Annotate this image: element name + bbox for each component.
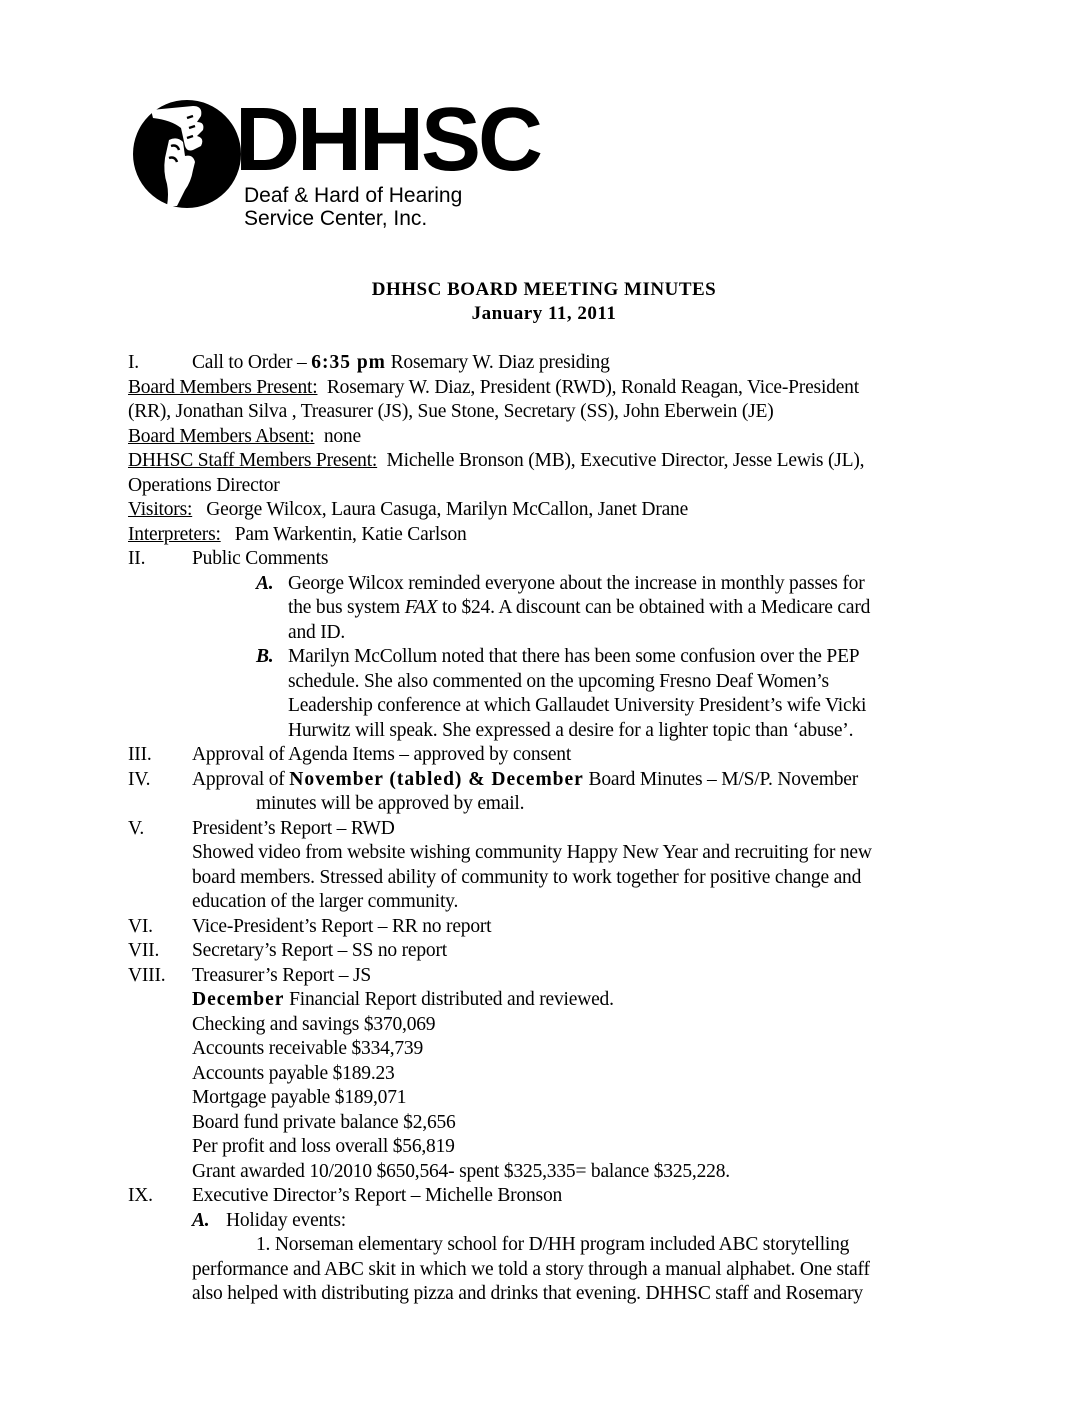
treasurer-report-heading: Treasurer’s Report – JS bbox=[192, 965, 372, 986]
holiday-item1-line2: performance and ABC skit in which we told a story through a manual alphabet. One staff bbox=[192, 1259, 870, 1280]
logo-subtitle-line1: Deaf & Hard of Hearing bbox=[244, 184, 463, 207]
minutes-post: Board Minutes – M/S/P. November bbox=[583, 769, 859, 790]
comment-b-line1: Marilyn McCollum noted that there has been some confusion over the PEP bbox=[288, 646, 860, 667]
hands-emblem-icon bbox=[131, 98, 243, 210]
minutes-pre: Approval of bbox=[192, 769, 290, 790]
staff-present-line2: Operations Director bbox=[128, 475, 280, 496]
section-number: VI. bbox=[128, 916, 153, 937]
section-call-to-order bbox=[128, 351, 139, 375]
president-report-heading: President’s Report – RWD bbox=[192, 818, 395, 839]
interpreters bbox=[128, 523, 467, 547]
comment-a-line2-pre: the bus system bbox=[288, 597, 405, 618]
board-absent-value: none bbox=[323, 426, 361, 447]
document-title: DHHSC BOARD MEETING MINUTES bbox=[371, 279, 717, 300]
visitors-label: Visitors: bbox=[128, 499, 193, 520]
minutes-months: November (tabled) & December bbox=[289, 769, 584, 790]
call-to-order-time: 6:35 pm bbox=[311, 352, 386, 373]
financial-item: Board fund private balance $2,656 bbox=[192, 1112, 456, 1133]
section-number: II. bbox=[128, 548, 146, 569]
section-number: IX. bbox=[128, 1185, 153, 1206]
interpreters-label: Interpreters: bbox=[128, 524, 221, 545]
treasurer-summary-text: Financial Report distributed and reviewed. bbox=[284, 989, 614, 1010]
board-present-label: Board Members Present: bbox=[128, 377, 318, 398]
section-number: VII. bbox=[128, 940, 160, 961]
section-number: III. bbox=[128, 744, 152, 765]
secretary-report: Secretary’s Report – SS no report bbox=[192, 940, 447, 961]
dhhsc-logo bbox=[131, 90, 561, 230]
vice-president-report: Vice-President’s Report – RR no report bbox=[192, 916, 492, 937]
comment-b-line2: schedule. She also commented on the upcoming Fresno Deaf Women’s bbox=[288, 671, 829, 692]
financial-item: Mortgage payable $189,071 bbox=[192, 1087, 407, 1108]
financial-item: Accounts receivable $334,739 bbox=[192, 1038, 424, 1059]
holiday-item1-line1: 1. Norseman elementary school for D/HH program included ABC storytelling bbox=[256, 1234, 850, 1255]
comment-b-line3: Leadership conference at which Gallaudet University President’s wife Vicki bbox=[288, 695, 867, 716]
interpreters-value: Pam Warkentin, Katie Carlson bbox=[234, 524, 467, 545]
call-to-order-text bbox=[192, 351, 610, 375]
minutes-approval bbox=[192, 768, 858, 792]
president-report-line3: education of the larger community. bbox=[192, 891, 459, 912]
comment-b-letter: B. bbox=[256, 646, 274, 667]
board-present-line1: Rosemary W. Diaz, President (RWD), Ronald Reagan, Vice-President bbox=[326, 377, 859, 398]
comment-a-letter: A. bbox=[256, 573, 274, 594]
section-number: IV. bbox=[128, 769, 151, 790]
call-to-order-presiding: Rosemary W. Diaz presiding bbox=[390, 352, 610, 373]
public-comments-heading: Public Comments bbox=[192, 548, 329, 569]
executive-a-letter: A. bbox=[192, 1210, 210, 1231]
financial-item: Accounts payable $189.23 bbox=[192, 1063, 395, 1084]
comment-b-line4: Hurwitz will speak. She expressed a desire for a lighter topic than ‘abuse’. bbox=[288, 720, 854, 741]
section-number: VIII. bbox=[128, 965, 166, 986]
executive-report-heading: Executive Director’s Report – Michelle Bronson bbox=[192, 1185, 563, 1206]
board-present-line2: (RR), Jonathan Silva , Treasurer (JS), Sue Stone, Secretary (SS), John Eberwein (JE) bbox=[128, 401, 774, 422]
minutes-line2: minutes will be approved by email. bbox=[256, 793, 525, 814]
document-date: January 11, 2011 bbox=[471, 303, 617, 324]
board-absent bbox=[128, 425, 361, 449]
holiday-item1-line3: also helped with distributing pizza and drinks that evening. DHHSC staff and Rosemary bbox=[192, 1283, 863, 1304]
treasurer-report-summary bbox=[192, 988, 614, 1012]
board-present bbox=[128, 376, 859, 400]
comment-a-line1: George Wilcox reminded everyone about the increase in monthly passes for bbox=[288, 573, 865, 594]
financial-item: Grant awarded 10/2010 $650,564- spent $325,335= balance $325,228. bbox=[192, 1161, 730, 1182]
logo-acronym: DHHSC bbox=[235, 90, 541, 190]
treasurer-month: December bbox=[192, 989, 285, 1010]
visitors bbox=[128, 498, 688, 522]
logo-subtitle-line2: Service Center, Inc. bbox=[244, 207, 428, 230]
financial-item: Checking and savings $370,069 bbox=[192, 1014, 436, 1035]
board-absent-label: Board Members Absent: bbox=[128, 426, 315, 447]
president-report-line2: board members. Stressed ability of community to work together for positive change and bbox=[192, 867, 862, 888]
staff-present-line1: Michelle Bronson (MB), Executive Director, Jesse Lewis (JL), bbox=[386, 450, 865, 471]
visitors-value: George Wilcox, Laura Casuga, Marilyn McCallon, Janet Drane bbox=[206, 499, 689, 520]
comment-a-line2 bbox=[288, 596, 870, 620]
comment-a-line2-post: to $24. A discount can be obtained with a Medicare card bbox=[437, 597, 871, 618]
financial-item: Per profit and loss overall $56,819 bbox=[192, 1136, 455, 1157]
comment-a-line3: and ID. bbox=[288, 622, 346, 643]
call-to-order-label: Call to Order – bbox=[192, 352, 307, 373]
section-number: I. bbox=[128, 352, 139, 373]
section-number: V. bbox=[128, 818, 145, 839]
staff-present-label: DHHSC Staff Members Present: bbox=[128, 450, 378, 471]
holiday-events-heading: Holiday events: bbox=[226, 1210, 346, 1231]
president-report-line1: Showed video from website wishing community Happy New Year and recruiting for new bbox=[192, 842, 872, 863]
comment-a-line2-italic: FAX bbox=[404, 597, 438, 618]
agenda-approval: Approval of Agenda Items – approved by consent bbox=[192, 744, 572, 765]
staff-present bbox=[128, 449, 864, 473]
